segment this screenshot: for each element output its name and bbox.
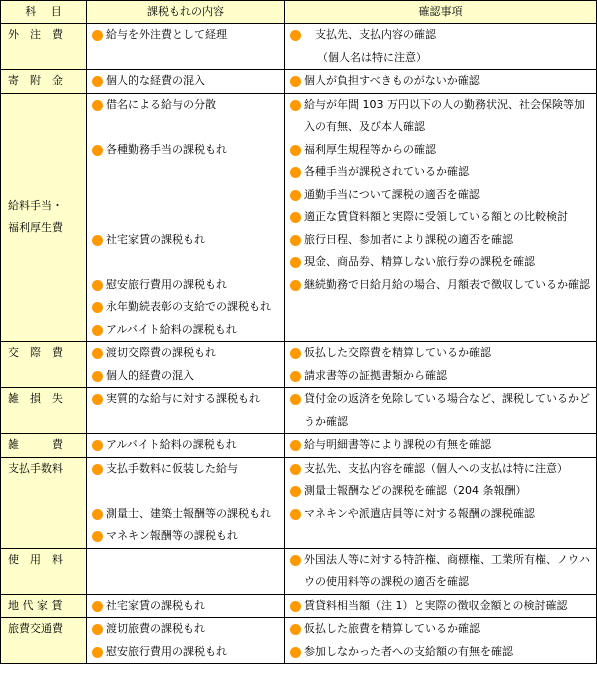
table-row	[1, 548, 597, 594]
bullet-icon	[290, 394, 301, 405]
item-text: 慰安旅行費用の課税もれ	[106, 644, 227, 658]
table-row	[1, 457, 597, 548]
check-item	[285, 229, 596, 252]
item-text: 通勤手当について課税の適否を確認	[304, 187, 480, 201]
check-cell	[285, 24, 597, 70]
check-cell	[285, 70, 597, 94]
check-item	[285, 161, 596, 184]
check-item	[285, 342, 596, 365]
spacer	[87, 480, 284, 503]
content-cell	[87, 618, 285, 664]
spacer	[87, 161, 284, 229]
check-cell	[285, 93, 597, 342]
check-item	[285, 24, 596, 47]
bullet-icon	[92, 601, 103, 612]
bullet-icon	[92, 394, 103, 405]
category-label: 雑 損 失	[8, 392, 63, 405]
omission-item	[87, 525, 284, 548]
omission-item	[87, 94, 284, 117]
check-item	[285, 434, 596, 457]
omission-item	[87, 388, 284, 411]
table-row	[1, 434, 597, 458]
item-text: 継続勤務で日給月給の場合、月額表で徴収しているか確認	[304, 277, 590, 291]
bullet-icon	[290, 440, 301, 451]
note-text: （個人名は特に注意）	[317, 50, 427, 64]
bullet-icon	[290, 647, 301, 658]
item-text: 旅行日程、参加者により課税の適否を確認	[304, 232, 513, 246]
check-cell	[285, 457, 597, 548]
omission-item	[87, 434, 284, 457]
content-cell	[87, 457, 285, 548]
check-item	[285, 365, 596, 388]
bullet-icon	[290, 145, 301, 156]
category-label: 交 際 費	[8, 346, 63, 359]
omission-item	[87, 139, 284, 162]
item-text: マネキンや派遣店員等に対する報酬の課税確認	[304, 506, 535, 520]
category-cell	[1, 342, 87, 388]
item-text: 測量士、建築士報酬等の課税もれ	[106, 506, 271, 520]
bullet-icon	[290, 76, 301, 87]
bullet-icon	[290, 257, 301, 268]
item-text: 個人的経費の混入	[106, 368, 194, 382]
category-cell	[1, 548, 87, 594]
item-text: 給与明細書等により課税の有無を確認	[304, 438, 491, 451]
omission-item	[87, 274, 284, 297]
content-cell	[87, 434, 285, 458]
check-cell	[285, 434, 597, 458]
category-label: 雑 費	[8, 438, 63, 451]
bullet-icon	[92, 280, 103, 291]
item-text: 適正な賃貸料額と実際に受領している額との比較検討	[304, 210, 568, 223]
item-text: 仮払した旅費を精算しているか確認	[304, 622, 480, 635]
item-text: 永年勤続表彰の支給での課税もれ	[106, 300, 271, 313]
check-item	[285, 641, 596, 664]
item-text: 各種手当が課税されているか確認	[304, 165, 469, 178]
bullet-icon	[92, 531, 103, 542]
category-label: 旅費交通費	[8, 622, 63, 635]
item-text: 慰安旅行費用の課税もれ	[106, 277, 227, 291]
item-text: 実質的な給与に対する課税もれ	[106, 392, 260, 405]
content-cell	[87, 594, 285, 618]
omission-item	[87, 319, 284, 342]
table-row	[1, 388, 597, 434]
item-text: 参加しなかった者への支給額の有無を確認	[304, 644, 513, 658]
table-row	[1, 93, 597, 342]
check-item	[285, 388, 596, 433]
item-text: 仮払した交際費を精算しているか確認	[304, 346, 491, 359]
item-text: 支払先、支払内容の確認	[304, 28, 436, 41]
header-category: 科 目	[1, 1, 87, 24]
category-cell	[1, 618, 87, 664]
bullet-icon	[92, 464, 103, 475]
content-cell	[87, 24, 285, 70]
category-label: 給料手当・ 福利厚生費	[8, 198, 63, 235]
bullet-icon	[290, 30, 301, 41]
omission-item	[87, 342, 284, 365]
bullet-icon	[92, 325, 103, 336]
bullet-icon	[92, 624, 103, 635]
item-text: 支払手数料に仮装した給与	[106, 461, 238, 475]
bullet-icon	[92, 509, 103, 520]
bullet-icon	[290, 464, 301, 475]
table-row	[1, 594, 597, 618]
item-text: 社宅家賃の課税もれ	[106, 232, 205, 246]
bullet-icon	[290, 624, 301, 635]
item-text: マネキン報酬等の課税もれ	[106, 529, 238, 542]
bullet-icon	[92, 302, 103, 313]
item-text: 賃貸料相当額（注 1）と実際の徴収金額との検討確認	[304, 598, 568, 612]
bullet-icon	[92, 76, 103, 87]
table-row	[1, 70, 597, 94]
item-text: 現金、商品券、精算しない旅行券の課税を確認	[304, 255, 535, 268]
item-text: アルバイト給料の課税もれ	[106, 438, 237, 451]
check-item	[285, 503, 596, 526]
check-item	[285, 139, 596, 162]
category-cell	[1, 594, 87, 618]
check-item	[285, 251, 596, 274]
item-text: アルバイト給料の課税もれ	[106, 322, 237, 336]
category-cell	[1, 93, 87, 342]
item-text: 福利厚生規程等からの確認	[304, 142, 436, 156]
content-cell	[87, 70, 285, 94]
item-text: 各種勤務手当の課税もれ	[106, 142, 227, 156]
check-cell	[285, 342, 597, 388]
bullet-icon	[92, 371, 103, 382]
category-label: 地 代 家 賃	[8, 598, 63, 612]
bullet-icon	[290, 167, 301, 178]
table-row	[1, 618, 597, 664]
check-item	[285, 549, 596, 594]
bullet-icon	[290, 100, 301, 111]
item-text: 社宅家賃の課税もれ	[106, 598, 205, 612]
header-content: 課税もれの内容	[87, 1, 285, 24]
item-text: 貸付金の返済を免除している場合など、課税しているかどうか確認	[304, 392, 590, 428]
omission-item	[87, 458, 284, 481]
bullet-icon	[92, 647, 103, 658]
content-cell	[87, 342, 285, 388]
omission-item	[87, 641, 284, 664]
check-item	[285, 618, 596, 641]
item-text: 測量士報酬などの課税を確認（204 条報酬）	[304, 484, 527, 497]
check-item	[285, 274, 596, 297]
bullet-icon	[290, 280, 301, 291]
category-cell	[1, 388, 87, 434]
bullet-icon	[92, 440, 103, 451]
bullet-icon	[92, 235, 103, 246]
table-row	[1, 24, 597, 70]
omission-item	[87, 365, 284, 388]
bullet-icon	[290, 371, 301, 382]
check-item	[285, 70, 596, 93]
check-item	[285, 458, 596, 481]
item-text: 個人が負担すべきものがないか確認	[304, 74, 480, 87]
bullet-icon	[290, 235, 301, 246]
item-text: 請求書等の証拠書類から確認	[304, 368, 447, 382]
omission-item	[87, 70, 284, 93]
bullet-icon	[92, 100, 103, 111]
check-item	[285, 94, 596, 139]
category-label: 寄 附 金	[8, 74, 63, 87]
item-text: 外国法人等に対する特許権、商標権、工業所有権、ノウハウの使用料等の課税の適否を確認	[304, 552, 590, 588]
bullet-icon	[290, 190, 301, 201]
bullet-icon	[290, 486, 301, 497]
omission-item	[87, 229, 284, 252]
omission-item	[87, 296, 284, 319]
spacer	[87, 116, 284, 139]
bullet-icon	[290, 555, 301, 566]
category-cell	[1, 457, 87, 548]
check-item	[285, 206, 596, 229]
content-cell	[87, 93, 285, 342]
omission-item	[87, 24, 284, 47]
category-label: 外 注 費	[8, 28, 63, 41]
item-text: 給与を外注費として経理	[106, 28, 227, 41]
table-row	[1, 342, 597, 388]
content-cell	[87, 548, 285, 594]
check-cell	[285, 548, 597, 594]
category-label: 支払手数料	[8, 461, 63, 475]
bullet-icon	[92, 145, 103, 156]
check-cell	[285, 594, 597, 618]
item-text: 支払先、支払内容を確認（個人への支払は特に注意）	[304, 461, 568, 475]
item-text: 個人的な経費の混入	[106, 74, 205, 87]
check-cell	[285, 618, 597, 664]
omission-item	[87, 618, 284, 641]
spacer	[87, 251, 284, 274]
category-cell	[1, 434, 87, 458]
category-cell	[1, 24, 87, 70]
check-item	[285, 184, 596, 207]
category-cell	[1, 70, 87, 94]
item-text: 給与が年間 103 万円以下の人の勤務状況、社会保険等加入の有無、及び本人確認	[304, 97, 585, 133]
omission-item	[87, 595, 284, 618]
content-cell	[87, 388, 285, 434]
header-row	[1, 1, 597, 24]
bullet-icon	[290, 348, 301, 359]
check-item	[285, 595, 596, 618]
item-text: 借名による給与の分散	[106, 97, 216, 111]
bullet-icon	[290, 601, 301, 612]
bullet-icon	[92, 30, 103, 41]
header-check: 確認事項	[285, 1, 597, 24]
category-label: 使 用 料	[8, 552, 63, 566]
item-text: 渡切旅費の課税もれ	[106, 622, 205, 635]
bullet-icon	[290, 509, 301, 520]
check-cell	[285, 388, 597, 434]
check-item	[285, 480, 596, 503]
item-text: 渡切交際費の課税もれ	[106, 346, 216, 359]
bullet-icon	[92, 348, 103, 359]
omission-item	[87, 503, 284, 526]
bullet-icon	[290, 212, 301, 223]
